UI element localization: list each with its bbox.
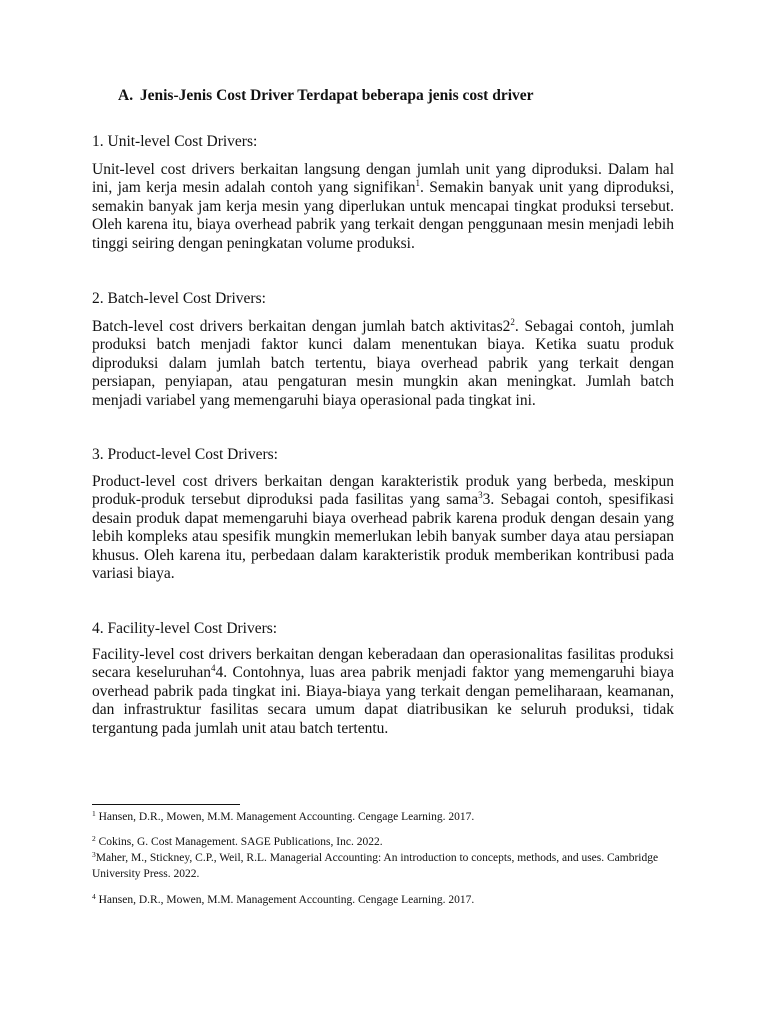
heading-text: Jenis-Jenis Cost Driver Terdapat beberapa jenis cost driver: [139, 87, 534, 104]
paragraph-text: Product-level cost drivers berkaitan dengan karakteristik produk yang berbeda, meskipun produk-produk tersebut diproduksi pada fasilitas yang sama: [92, 473, 674, 509]
paragraph-product-level: [92, 473, 674, 583]
paragraph-facility-level: [92, 646, 674, 738]
section-title-unit-level: 1. Unit-level Cost Drivers:: [92, 133, 258, 150]
section-title-facility-level: 4. Facility-level Cost Drivers:: [92, 620, 278, 637]
footnote-ref: 1: [415, 178, 421, 189]
footnote-number: 2: [92, 834, 96, 843]
paragraph-unit-level: [92, 161, 674, 253]
footnote-separator: [92, 804, 240, 805]
footnote-number: 4: [92, 892, 96, 901]
footnote-3: [92, 851, 692, 882]
footnote-text: Hansen, D.R., Mowen, M.M. Management Accounting. Cengage Learning. 2017.: [95, 811, 475, 823]
paragraph-batch-level: [92, 318, 674, 410]
paragraph-text: Batch-level cost drivers berkaitan dengan jumlah batch aktivitas2: [92, 318, 511, 335]
paragraph-text: Facility-level cost drivers berkaitan dengan keberadaan dan operasionalitas fasilitas produksi secara keseluruhan: [92, 646, 674, 682]
footnote-text: Hansen, D.R., Mowen, M.M. Management Accounting. Cengage Learning. 2017.: [95, 894, 475, 906]
footnote-text: Maher, M., Stickney, C.P., Weil, R.L. Managerial Accounting: An introduction to concepts, methods, and uses. Cambridge University Press. 2022.: [92, 852, 659, 880]
section-heading: [118, 87, 534, 105]
paragraph-text: . Semakin banyak unit yang diproduksi, semakin banyak jam kerja mesin yang diperlukan untuk mencapai tingkat produksi tersebut. Oleh karena itu, biaya overhead pabrik yang terkait dengan penggunaan mesin menjadi lebih tinggi seiring dengan peningkatan volume produksi.: [92, 179, 674, 252]
footnote-4: [92, 893, 692, 909]
footnote-text: Cokins, G. Cost Management. SAGE Publications, Inc. 2022.: [95, 836, 383, 848]
footnote-ref: 4: [211, 663, 216, 674]
footnote-number: 1: [92, 809, 96, 818]
footnote-ref: 3: [478, 490, 483, 501]
heading-letter: A.: [118, 87, 134, 104]
footnote-ref: 2: [510, 317, 515, 327]
paragraph-text: . Sebagai contoh, jumlah produksi batch menjadi faktor kunci dalam menentukan biaya. Ketika suatu produk diproduksi dalam jumlah batch tertentu, biaya overhead pabrik yang terkait dengan persiapan, penyiapan, atau pengaturan mesin mungkin akan meningkat. Jumlah batch menjadi variabel yang memengaruhi biaya operasional pada tingkat ini.: [92, 318, 674, 409]
footnote-number: 3: [92, 850, 96, 859]
section-title-product-level: 3. Product-level Cost Drivers:: [92, 446, 278, 463]
paragraph-text: Unit-level cost drivers berkaitan langsung dengan jumlah unit yang diproduksi. Dalam hal ini, jam kerja mesin adalah contoh yang signifikan: [92, 161, 674, 197]
footnote-1: [92, 810, 692, 826]
paragraph-text: 4. Contohnya, luas area pabrik menjadi faktor yang memengaruhi biaya overhead pabrik pada tingkat ini. Biaya-biaya yang terkait dengan pemeliharaan, keamanan, dan infrastruktur fasilitas secara umum dapat diatribusikan ke seluruh produksi, tidak tergantung pada jumlah unit atau batch tertentu.: [92, 664, 674, 737]
section-title-batch-level: 2. Batch-level Cost Drivers:: [92, 290, 266, 307]
paragraph-text: 3. Sebagai contoh, spesifikasi desain produk dapat memengaruhi biaya overhead pabrik karena produk dengan desain yang lebih kompleks atau spesifik mungkin memerlukan lebih banyak sumber daya atau persiapan khusus. Oleh karena itu, perbedaan dalam karakteristik produk memberikan kontribusi pada variasi biaya.: [92, 491, 674, 583]
footnote-2: [92, 835, 692, 851]
